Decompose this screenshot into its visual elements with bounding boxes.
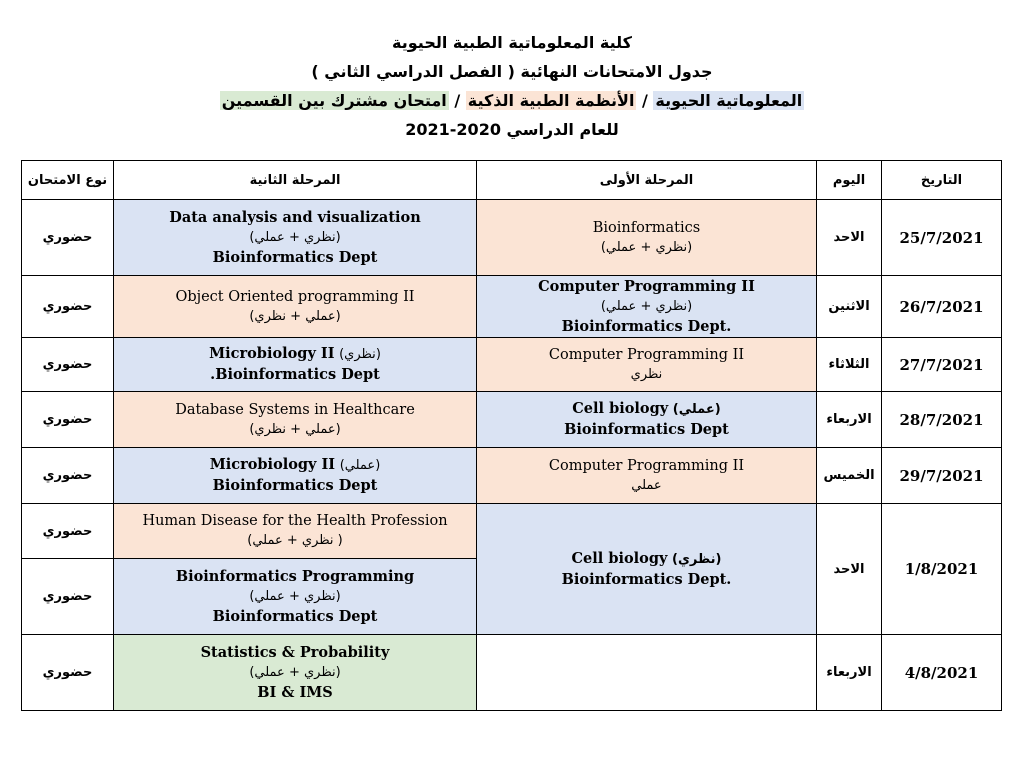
course-name: Microbiology II (209, 345, 335, 362)
course-name: Statistics & Probability (200, 643, 390, 661)
course-name: Computer Programming II (548, 457, 745, 474)
separator: / (448, 91, 466, 110)
stage2-cell (114, 448, 477, 504)
course-type: (عملي + نظري) (249, 308, 341, 324)
course-type: (نظري + عملي) (249, 664, 341, 680)
page-header (0, 28, 1024, 144)
year-label: للعام الدراسي (500, 120, 619, 139)
exam-schedule-table (21, 160, 1002, 711)
stage1-cell (477, 448, 817, 504)
exam-type: حضوري (22, 200, 114, 276)
course-name: Object Oriented programming II (175, 288, 415, 305)
col-stage2: المرحلة الثانية (114, 161, 477, 200)
course-type: (عملي) (672, 402, 721, 417)
course-type: ( نظري + عملي) (247, 533, 343, 548)
course-type: (نظري) (672, 551, 722, 567)
table-row (22, 635, 1002, 711)
table-row (22, 200, 1002, 276)
stage2-cell (114, 276, 477, 338)
course-dept: .Bioinformatics Dept (210, 366, 380, 383)
stage2-cell (114, 392, 477, 448)
day: الخميس (817, 448, 882, 504)
table-row (22, 448, 1002, 504)
course-name: Computer Programming II (538, 277, 755, 295)
stage1-cell (477, 200, 817, 276)
exam-type: حضوري (22, 559, 114, 635)
exam-type: حضوري (22, 504, 114, 559)
day: الاحد (817, 504, 882, 635)
dept-bioinformatics: المعلوماتية الحيوية (655, 91, 803, 110)
col-date: التاريخ (882, 161, 1002, 200)
course-type: (نظري + عملي) (600, 239, 693, 255)
col-day: اليوم (817, 161, 882, 200)
table-header-row (22, 161, 1002, 200)
table-row (22, 392, 1002, 448)
course-dept: Bioinformatics Dept (564, 421, 729, 438)
course-dept: Bioinformatics Dept. (561, 570, 732, 588)
stage1-cell (477, 392, 817, 448)
course-name: Cell biology (572, 400, 669, 417)
course-type: (نظري + عملي) (600, 298, 693, 314)
course-type: عملي (631, 477, 662, 493)
schedule-title: جدول الامتحانات النهائية ( الفصل الدراسي الثاني ) (311, 62, 713, 81)
course-name: Cell biology (571, 549, 668, 567)
stage1-cell-empty (477, 635, 817, 711)
day: الاحد (817, 200, 882, 276)
stage1-cell (477, 504, 817, 635)
exam-type: حضوري (22, 448, 114, 504)
college-name: كلية المعلوماتية الطبية الحيوية (392, 33, 632, 52)
course-type: (عملي) (339, 458, 381, 473)
departments-line (0, 86, 1024, 115)
exam-type: حضوري (22, 276, 114, 338)
dept-ims: الأنظمة الطبية الذكية (467, 91, 635, 110)
joint-exam-label: امتحان مشترك بين القسمين (221, 91, 447, 110)
course-name: Human Disease for the Health Profession (142, 513, 448, 529)
stage1-cell (477, 338, 817, 392)
exam-type: حضوري (22, 635, 114, 711)
academic-year (0, 115, 1024, 144)
date: 29/7/2021 (882, 448, 1002, 504)
date: 4/8/2021 (882, 635, 1002, 711)
col-exam-type: نوع الامتحان (22, 161, 114, 200)
course-name: Bioinformatics Programming (175, 567, 415, 585)
date: 27/7/2021 (882, 338, 1002, 392)
day: الاربعاء (817, 392, 882, 448)
course-name: Computer Programming II (548, 346, 745, 363)
stage2-cell (114, 559, 477, 635)
date: 26/7/2021 (882, 276, 1002, 338)
date: 25/7/2021 (882, 200, 1002, 276)
course-dept: Bioinformatics Dept (212, 607, 378, 625)
exam-type: حضوري (22, 338, 114, 392)
course-dept: BI & IMS (257, 683, 333, 701)
course-name: Database Systems in Healthcare (175, 401, 415, 418)
table-row (22, 338, 1002, 392)
date: 1/8/2021 (882, 504, 1002, 635)
course-dept: Bioinformatics Dept. (561, 317, 732, 335)
day: الاثنين (817, 276, 882, 338)
stage2-cell (114, 200, 477, 276)
course-dept: Bioinformatics Dept (212, 248, 378, 266)
separator: / (636, 91, 654, 110)
course-type: نظري (630, 366, 663, 382)
stage1-cell (477, 276, 817, 338)
course-type: (نظري + عملي) (249, 229, 341, 245)
stage2-cell (114, 504, 477, 559)
course-type: (نظري + عملي) (249, 588, 341, 604)
course-type: (نظري) (339, 347, 381, 362)
day: الاربعاء (817, 635, 882, 711)
exam-type: حضوري (22, 392, 114, 448)
table-row (22, 504, 1002, 559)
col-stage1: المرحلة الأولى (477, 161, 817, 200)
course-dept: Bioinformatics Dept (212, 477, 378, 494)
day: الثلاثاء (817, 338, 882, 392)
date: 28/7/2021 (882, 392, 1002, 448)
stage2-cell (114, 338, 477, 392)
course-name: Bioinformatics (592, 219, 701, 236)
table-row (22, 276, 1002, 338)
year-value: 2021-2020 (405, 120, 501, 139)
course-type: (عملي + نظري) (249, 421, 341, 437)
course-name: Data analysis and visualization (169, 208, 421, 226)
stage2-cell (114, 635, 477, 711)
course-name: Microbiology II (209, 456, 336, 473)
